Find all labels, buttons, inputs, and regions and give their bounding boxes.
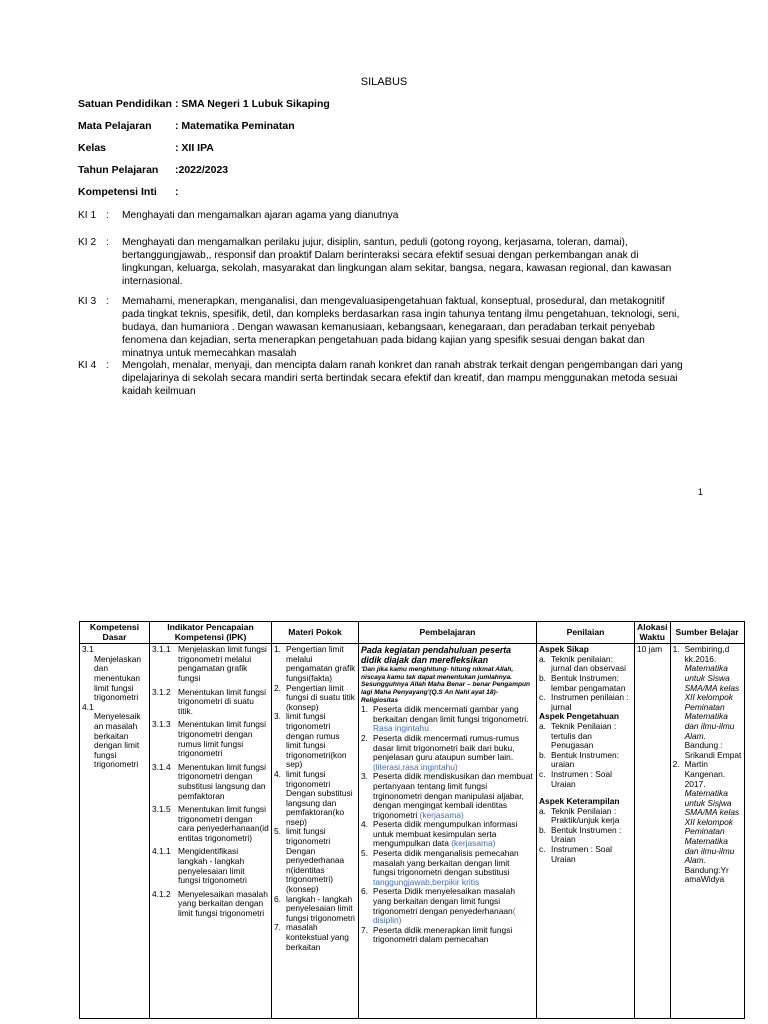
ipk-item — [152, 890, 269, 919]
penilaian-number: a. — [539, 653, 546, 664]
step-note: (literasi,rasa ingintahu) — [373, 761, 458, 772]
step-text: Peserta didik mencermati gambar yang berkaitan dengan limit fungsi trigonometri. — [373, 704, 529, 724]
materi-item — [274, 895, 356, 924]
sumber-item — [673, 760, 742, 885]
header-penilaian: Penilaian — [537, 622, 635, 644]
pembelajaran-step — [361, 849, 534, 887]
penilaian-text: Bentuk Instrumen : Uraian — [551, 824, 622, 845]
ipk-number: 4.1.1 — [152, 846, 171, 857]
penilaian-text: Bentuk Instrumen: uraian — [551, 749, 619, 770]
table-header-row — [80, 622, 745, 644]
pembelajaran-step — [361, 734, 534, 772]
header-kd: Kompetensi Dasar — [80, 622, 150, 644]
penilaian-item — [539, 674, 632, 693]
pembelajaran-heading: Pada kegiatan pendahuluan peserta didik diajak dan merefleksikan — [361, 645, 512, 666]
penilaian-text: Teknik Penilaian : tertulis dan Penugasan — [551, 720, 617, 751]
ki-text: Menghayati dan mengamalkan ajaran agama yang dianutnya — [122, 210, 399, 221]
penilaian-item — [539, 655, 632, 674]
ipk-number: 3.1.1 — [152, 644, 171, 655]
sumber-author: Martin Kangenan. 2017. — [684, 759, 726, 789]
document-title: SILABUS — [360, 76, 408, 88]
materi-number: 5. — [274, 826, 281, 837]
materi-text: limit fungsi trigonometri dengan rumus limit fungsi trigonometri(kon sep) — [286, 711, 347, 770]
ki-label: KI 4 — [78, 360, 97, 371]
sumber-item — [673, 645, 742, 760]
penilaian-item — [539, 751, 632, 770]
step-text: Peserta didik mengumpulkan informasi untuk membuat kesimpulan serta mengumpulkan data — [373, 819, 518, 849]
kd-text: Menyelesaik an masalah berkaitan dengan limit fungsi trigonometri — [94, 711, 141, 770]
penilaian-number: b. — [539, 672, 546, 683]
materi-text: langkah - langkah penyelesaian limit fungsi trigonometri — [286, 893, 355, 923]
meta-tahun — [78, 164, 228, 176]
step-text: Peserta didik menganalisis pemecahan masalah yang berkaitan dengan limit fungsi trigonometri dengan substitusi — [373, 848, 519, 878]
ipk-item — [152, 688, 269, 717]
ipk-text: Menentukan limit fungsi trigonometri dengan substitusi langsung dan pemfaktoran — [178, 761, 266, 801]
materi-item — [274, 712, 356, 770]
materi-item — [274, 827, 356, 894]
ipk-item — [152, 763, 269, 801]
ipk-text: Menjelaskan limit fungsi trigonometri melalui pengamatan grafik fungsi — [178, 644, 267, 683]
ki-1: KI 1 : Menghayati dan mengamalkan ajaran agama yang dianutnya — [78, 209, 688, 222]
penilaian-number: b. — [539, 749, 546, 760]
step-number: 5. — [361, 848, 368, 859]
cell-materi — [272, 644, 359, 1019]
ipk-text: Menyelesaikan masalah yang berkaitan dengan limit fungsi trigonometri — [178, 888, 268, 919]
step-note: ( disiplin) — [373, 905, 516, 926]
step-text: Peserta didik menerapkan limit fungsi trigonometri dalam pemecahan — [373, 924, 513, 945]
ipk-text: Mengidentifikasi langkah - langkah penyelesaian limit fungsi trigonometri — [178, 846, 247, 886]
materi-text: Pengertian limit melalui pengamatan grafik fungsi(fakta) — [286, 644, 356, 683]
materi-text: limit fungsi trigonometri Dengan substitusi langsung dan pemfaktoran(ko nsep) — [286, 768, 353, 827]
penilaian-text: Instrumen penilaian : jurnal — [551, 692, 629, 712]
step-text: Peserta didik mendiskusikan dan membuat pertanyaan tentang limit fungsi trginonometri dengan manipulasi aljabar, dengan mengingat kembali identitas trigonometri — [373, 771, 533, 820]
kd-item — [82, 645, 147, 703]
step-note: Rasa ingintahu — [373, 723, 429, 734]
header-ipk: Indikator Pencapaian Kompetensi (IPK) — [150, 622, 272, 644]
ipk-text: Menentukan limit fungsi trigonometri di suatu titik. — [178, 686, 266, 716]
penilaian-text: Instrumen : Soal Uraian — [551, 844, 612, 864]
ki-text: Memahami, menerapkan, menganalisi, dan mengevaluasipengetahuan faktual, konseptual, prosedural, dan metakognitif pada tingkat teknis, spesifik, detil, dan kompleks berdasarkan rasa ingin tahunya tentang ilmu pengetahuan, teknologi, seni, budaya, dan humaniora . Dengan wawasan kemanusiaan, kebangsaan, kenegaraan, dan peradaban terkait penyebab fenomena dan kejadian, serta menerapkan pengetahuan pada bidang kajian yang spesifik sesuai dengan bakat dan minatnya untuk memecahkan masalah — [122, 296, 680, 359]
penilaian-number: a. — [539, 805, 546, 816]
ipk-number: 4.1.2 — [152, 888, 171, 899]
penilaian-number: c. — [539, 768, 546, 779]
meta-mapel — [78, 120, 295, 132]
step-number: 7. — [361, 924, 368, 935]
step-note: (kerjasama) — [419, 809, 464, 820]
penilaian-item — [539, 826, 632, 845]
materi-text: Pengertian limit fungsi di suatu titik (konsep) — [286, 682, 355, 712]
ipk-number: 3.1.5 — [152, 804, 171, 815]
materi-item — [274, 770, 356, 828]
sumber-title: Matematika untuk Sisjwa SMA/MA kelas XII kelompok Peminatan Matematika dan ilmu-ilmu Alam. — [684, 788, 740, 866]
penilaian-text: Instrumen : Soal Uraian — [551, 768, 612, 789]
table-row — [80, 644, 745, 1019]
penilaian-number: a. — [539, 720, 546, 731]
ipk-number: 3.1.2 — [152, 686, 171, 697]
header-alokasi: Alokasi Waktu — [635, 622, 671, 644]
ki-label: KI 3 — [78, 296, 97, 307]
materi-number: 3. — [274, 711, 281, 722]
meta-value: : XII IPA — [175, 142, 214, 154]
step-note: (kerjasama) — [451, 838, 496, 849]
meta-ki — [78, 186, 179, 198]
materi-number: 7. — [274, 922, 281, 933]
materi-text: masalah kontekstual yang berkaitan — [286, 922, 349, 952]
meta-key: Kompetensi Inti — [78, 186, 157, 198]
pembelajaran-step — [361, 772, 534, 820]
pembelajaran-step — [361, 705, 534, 734]
meta-value: : Matematika Peminatan — [175, 120, 295, 132]
ipk-item — [152, 847, 269, 885]
penilaian-sikap-title: Aspek Sikap — [539, 644, 589, 655]
meta-satuan — [78, 98, 330, 110]
cell-ipk — [150, 644, 272, 1019]
ipk-number: 3.1.3 — [152, 719, 171, 730]
ipk-text: Menentukan limit fungsi trigonometri dengan cara penyederhanaan(id entitas trigonometri) — [178, 804, 269, 843]
pembelajaran-quote: 'Dan jika kamu menghitung- hitung nikmat Allah, niscaya kamu tak dapat menentukan jumlahnya. Sesungguhnya Allah Maha Benar – benar Pengampun lagi Maha Penyayang'(Q.S An Nahl ayat 18)- Religiositas — [361, 666, 531, 704]
step-number: 6. — [361, 886, 368, 897]
silabus-table — [79, 621, 745, 1019]
step-text: Peserta didik mencermati rumus-rumus dasar limit trigonometri baik dari buku, penjelasan guru ataupun sumber lain. — [373, 732, 520, 763]
materi-number: 4. — [274, 768, 281, 779]
cell-alokasi: 10 jam — [635, 644, 671, 1019]
kd-number: 4.1 — [82, 701, 94, 712]
penilaian-number: c. — [539, 844, 546, 855]
kd-item — [82, 703, 147, 770]
ipk-item — [152, 805, 269, 843]
header-pembelajaran: Pembelajaran — [359, 622, 537, 644]
materi-item — [274, 645, 356, 683]
pembelajaran-step — [361, 820, 534, 849]
penilaian-number: c. — [539, 692, 546, 703]
cell-penilaian — [537, 644, 635, 1019]
sumber-number: 2. — [672, 759, 680, 770]
sumber-title: Matematika untuk Siswa SMA/MA kelas XII kelompok Peminatan Matematika dan ilmu-ilmu Alam. — [684, 663, 740, 741]
ipk-item — [152, 645, 269, 683]
meta-key: Mata Pelajaran — [78, 120, 152, 132]
penilaian-item — [539, 807, 632, 826]
ki-label: KI 2 — [78, 237, 97, 248]
pembelajaran-step — [361, 926, 534, 945]
ki-3: KI 3 : Memahami, menerapkan, menganalisi, dan mengevaluasipengetahuan faktual, konseptual, prosedural, dan metakognitif pada tingkat teknis, spesifik, detil, dan kompleks berdasarkan rasa ingin tahunya tentang ilmu pengetahuan, teknologi, seni, budaya, dan humaniora . Dengan wawasan kemanusiaan, kebangsaan, kenegaraan, dan peradaban terkait penyebab fenomena dan kejadian, serta menerapkan pengetahuan pada bidang kajian yang spesifik sesuai dengan bakat dan minatnya untuk memecahkan masalah — [78, 295, 688, 360]
sumber-author: Sembiring,d kk.2016. — [684, 644, 730, 664]
step-number: 3. — [361, 771, 368, 782]
materi-number: 1. — [274, 644, 281, 655]
meta-value: :2022/2023 — [175, 164, 229, 176]
ki-text: Mengolah, menalar, menyaji, dan mencipta dalam ranah konkret dan ranah abstrak terkait dengan pengembangan dari yang dipelajarinya di sekolah secara mandiri serta bertindak secara efektif dan kreatif, dan mampu menggunakan metoda sesuai kaidah keilmuan — [122, 360, 683, 397]
ki-text: Menghayati dan mengamalkan perilaku jujur, disiplin, santun, peduli (gotong royong, kerjasama, toleran, damai), bertanggungjawab,, responsif dan proaktif Dalam berinteraksi secara efektif sesuai dengan perkembangan anak di lingkungan, keluarga, sekolah, masyarakat dan lingkungan alam sekitar, bangsa, negara, kawasan regional, dan kawasan internasional. — [122, 237, 672, 287]
step-text: Peserta Didik menyelesaikan masalah yang berkaitan dengan limit fungsi trigonometri dengan penyederhanaan — [373, 886, 515, 916]
step-number: 2. — [361, 732, 368, 743]
cell-kd — [80, 644, 150, 1019]
kd-text: Menjelaskan dan menentukan limit fungsi trigonometri — [94, 653, 142, 703]
step-note: tanggungjawab,berpikir kritis — [373, 876, 480, 887]
penilaian-item — [539, 845, 632, 864]
ki-2: KI 2 : Menghayati dan mengamalkan perilaku jujur, disiplin, santun, peduli (gotong royong, kerjasama, toleran, damai), bertanggungjawab,, responsif dan proaktif Dalam berinteraksi secara efektif sesuai dengan perkembangan anak di lingkungan, keluarga, sekolah, masyarakat dan lingkungan alam sekitar, bangsa, negara, kawasan regional, dan kawasan internasional. — [78, 236, 688, 288]
meta-value: : — [175, 186, 179, 198]
penilaian-text: Teknik Penilaian : Praktik/unjuk kerja — [551, 805, 620, 826]
penilaian-keterampilan-title: Aspek Keterampilan — [539, 796, 620, 807]
ipk-item — [152, 720, 269, 758]
penilaian-item — [539, 722, 632, 751]
cell-pembelajaran — [359, 644, 537, 1019]
penilaian-number: b. — [539, 824, 546, 835]
step-number: 1. — [361, 704, 368, 715]
header-materi: Materi Pokok — [272, 622, 359, 644]
materi-number: 2. — [274, 682, 281, 693]
meta-value: : SMA Negeri 1 Lubuk Sikaping — [175, 98, 330, 110]
materi-text: limit fungsi trigonometri Dengan penyederhanaa n(identitas trigonometri) (konsep) — [286, 826, 345, 895]
ipk-text: Menentukan limit fungsi trigonometri dengan rumus limit fungsi trigonometri — [178, 719, 266, 759]
materi-item — [274, 923, 356, 952]
ki-4: KI 4 : Mengolah, menalar, menyaji, dan mencipta dalam ranah konkret dan ranah abstrak terkait dengan pengembangan dari yang dipelajarinya di sekolah secara mandiri serta bertindak secara efektif dan kreatif, dan mampu menggunakan metoda sesuai kaidah keilmuan — [78, 359, 688, 398]
penilaian-text: Teknik penilaian: jurnal dan observasi — [551, 653, 626, 674]
meta-key: Satuan Pendidikan — [78, 98, 172, 110]
header-sumber: Sumber Belajar — [670, 622, 744, 644]
sumber-publisher: Bandung : Srikandi Empat — [684, 740, 742, 760]
penilaian-text: Bentuk Instrumen: lembar pengamatan — [551, 672, 626, 693]
sumber-publisher: Bandung:Yr amaWidya — [684, 864, 729, 885]
penilaian-pengetahuan-title: Aspek Pengetahuan — [539, 711, 620, 722]
ki-label: KI 1 — [78, 210, 97, 221]
ipk-number: 3.1.4 — [152, 761, 171, 772]
penilaian-item — [539, 693, 632, 712]
penilaian-item — [539, 770, 632, 789]
kd-number: 3.1 — [82, 644, 94, 655]
pembelajaran-step — [361, 887, 534, 925]
materi-number: 6. — [274, 893, 281, 904]
meta-key: Tahun Pelajaran — [78, 164, 159, 176]
meta-kelas — [78, 142, 214, 154]
cell-sumber — [670, 644, 744, 1019]
step-number: 4. — [361, 819, 368, 830]
sumber-number: 1. — [672, 644, 680, 655]
meta-key: Kelas — [78, 142, 107, 154]
materi-item — [274, 684, 356, 713]
page-number: 1 — [698, 487, 704, 497]
